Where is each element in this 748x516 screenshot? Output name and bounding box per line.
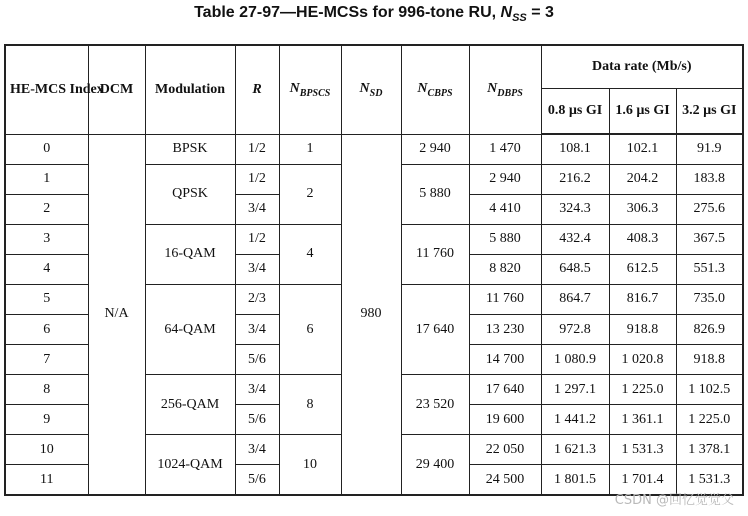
header-gi-08: 0.8 µs GI bbox=[541, 89, 609, 135]
ncbps-cell: 5 880 bbox=[401, 164, 469, 224]
caption-suffix: = 3 bbox=[531, 4, 554, 21]
ndbps-cell: 22 050 bbox=[469, 435, 541, 465]
table-row bbox=[5, 134, 743, 164]
rate-gi32-cell: 1 225.0 bbox=[676, 405, 743, 435]
header-r-text: R bbox=[252, 81, 262, 97]
nbpscs-cell: 1 bbox=[279, 134, 341, 164]
ndbps-cell: 1 470 bbox=[469, 134, 541, 164]
rate-gi16-cell: 1 531.3 bbox=[609, 435, 676, 465]
ndbps-cell: 14 700 bbox=[469, 345, 541, 375]
caption-subscript: SS bbox=[512, 12, 527, 25]
modulation-cell: 256-QAM bbox=[145, 375, 235, 435]
nbpscs-cell: 2 bbox=[279, 164, 341, 224]
header-ndbps bbox=[469, 45, 541, 134]
rate-gi16-cell: 204.2 bbox=[609, 164, 676, 194]
caption-symbol: N bbox=[500, 4, 513, 21]
he-mcs-table bbox=[4, 44, 744, 496]
coding-rate-cell: 3/4 bbox=[235, 375, 279, 405]
ndbps-cell: 2 940 bbox=[469, 164, 541, 194]
nsd-cell: 980 bbox=[341, 134, 401, 495]
coding-rate-cell: 1/2 bbox=[235, 224, 279, 254]
ndbps-cell: 17 640 bbox=[469, 375, 541, 405]
mcs-index-cell: 1 bbox=[5, 164, 88, 194]
rate-gi16-cell: 102.1 bbox=[609, 134, 676, 164]
rate-gi08-cell: 432.4 bbox=[541, 224, 609, 254]
mcs-index-cell: 5 bbox=[5, 284, 88, 314]
mcs-index-cell: 6 bbox=[5, 314, 88, 344]
mcs-index-cell: 3 bbox=[5, 224, 88, 254]
rate-gi16-cell: 1 225.0 bbox=[609, 375, 676, 405]
rate-gi16-cell: 816.7 bbox=[609, 284, 676, 314]
coding-rate-cell: 1/2 bbox=[235, 134, 279, 164]
rate-gi32-cell: 91.9 bbox=[676, 134, 743, 164]
header-ndbps-sub: DBPS bbox=[497, 87, 523, 99]
dcm-cell: N/A bbox=[88, 134, 145, 495]
rate-gi08-cell: 324.3 bbox=[541, 194, 609, 224]
rate-gi16-cell: 1 361.1 bbox=[609, 405, 676, 435]
rate-gi08-cell: 108.1 bbox=[541, 134, 609, 164]
nbpscs-cell: 8 bbox=[279, 375, 341, 435]
nbpscs-cell: 10 bbox=[279, 435, 341, 495]
rate-gi08-cell: 1 441.2 bbox=[541, 405, 609, 435]
rate-gi08-cell: 1 080.9 bbox=[541, 345, 609, 375]
ncbps-cell: 29 400 bbox=[401, 435, 469, 495]
header-nbpscs bbox=[279, 45, 341, 134]
header-data-rate: Data rate (Mb/s) bbox=[541, 45, 743, 89]
caption-text: Table 27-97—HE-MCSs for 996-tone RU, bbox=[194, 4, 497, 21]
ndbps-cell: 5 880 bbox=[469, 224, 541, 254]
ndbps-cell: 19 600 bbox=[469, 405, 541, 435]
ncbps-cell: 23 520 bbox=[401, 375, 469, 435]
mcs-index-cell: 10 bbox=[5, 435, 88, 465]
coding-rate-cell: 5/6 bbox=[235, 405, 279, 435]
modulation-cell: QPSK bbox=[145, 164, 235, 224]
modulation-cell: BPSK bbox=[145, 134, 235, 164]
ncbps-cell: 2 940 bbox=[401, 134, 469, 164]
mcs-index-cell: 8 bbox=[5, 375, 88, 405]
rate-gi32-cell: 551.3 bbox=[676, 254, 743, 284]
nbpscs-cell: 4 bbox=[279, 224, 341, 284]
header-nbpscs-base: N bbox=[289, 80, 300, 96]
rate-gi32-cell: 735.0 bbox=[676, 284, 743, 314]
mcs-index-cell: 0 bbox=[5, 134, 88, 164]
rate-gi08-cell: 1 621.3 bbox=[541, 435, 609, 465]
ndbps-cell: 24 500 bbox=[469, 465, 541, 495]
table-caption bbox=[0, 4, 748, 24]
rate-gi32-cell: 183.8 bbox=[676, 164, 743, 194]
mcs-index-cell: 11 bbox=[5, 465, 88, 495]
rate-gi08-cell: 216.2 bbox=[541, 164, 609, 194]
modulation-cell: 64-QAM bbox=[145, 284, 235, 374]
mcs-index-cell: 4 bbox=[5, 254, 88, 284]
ncbps-cell: 11 760 bbox=[401, 224, 469, 284]
coding-rate-cell: 2/3 bbox=[235, 284, 279, 314]
nbpscs-cell: 6 bbox=[279, 284, 341, 374]
rate-gi08-cell: 1 297.1 bbox=[541, 375, 609, 405]
ndbps-cell: 4 410 bbox=[469, 194, 541, 224]
ncbps-cell: 17 640 bbox=[401, 284, 469, 374]
rate-gi16-cell: 1 020.8 bbox=[609, 345, 676, 375]
header-gi-32: 3.2 µs GI bbox=[676, 89, 743, 135]
rate-gi16-cell: 612.5 bbox=[609, 254, 676, 284]
rate-gi32-cell: 826.9 bbox=[676, 314, 743, 344]
rate-gi16-cell: 408.3 bbox=[609, 224, 676, 254]
header-ndbps-base: N bbox=[487, 80, 498, 96]
rate-gi32-cell: 367.5 bbox=[676, 224, 743, 254]
modulation-cell: 1024-QAM bbox=[145, 435, 235, 495]
coding-rate-cell: 3/4 bbox=[235, 314, 279, 344]
modulation-cell: 16-QAM bbox=[145, 224, 235, 284]
watermark: CSDN @回忆觉觉父 bbox=[614, 493, 734, 508]
coding-rate-cell: 3/4 bbox=[235, 435, 279, 465]
header-nsd bbox=[341, 45, 401, 134]
header-ncbps-base: N bbox=[417, 80, 428, 96]
header-dcm: DCM bbox=[88, 45, 145, 134]
header-nsd-base: N bbox=[359, 80, 370, 96]
rate-gi16-cell: 306.3 bbox=[609, 194, 676, 224]
ndbps-cell: 11 760 bbox=[469, 284, 541, 314]
rate-gi32-cell: 1 378.1 bbox=[676, 435, 743, 465]
rate-gi32-cell: 918.8 bbox=[676, 345, 743, 375]
header-coding-rate bbox=[235, 45, 279, 134]
mcs-index-cell: 7 bbox=[5, 345, 88, 375]
rate-gi32-cell: 1 531.3 bbox=[676, 465, 743, 495]
mcs-index-cell: 2 bbox=[5, 194, 88, 224]
header-mcs-index: HE-MCS Index bbox=[5, 45, 88, 134]
header-gi-16: 1.6 µs GI bbox=[609, 89, 676, 135]
header-modulation: Modulation bbox=[145, 45, 235, 134]
coding-rate-cell: 3/4 bbox=[235, 194, 279, 224]
rate-gi08-cell: 1 801.5 bbox=[541, 465, 609, 495]
rate-gi16-cell: 1 701.4 bbox=[609, 465, 676, 495]
ndbps-cell: 8 820 bbox=[469, 254, 541, 284]
rate-gi08-cell: 972.8 bbox=[541, 314, 609, 344]
mcs-index-cell: 9 bbox=[5, 405, 88, 435]
header-nsd-sub: SD bbox=[369, 87, 383, 99]
ndbps-cell: 13 230 bbox=[469, 314, 541, 344]
rate-gi32-cell: 275.6 bbox=[676, 194, 743, 224]
rate-gi08-cell: 864.7 bbox=[541, 284, 609, 314]
coding-rate-cell: 5/6 bbox=[235, 465, 279, 495]
header-ncbps bbox=[401, 45, 469, 134]
coding-rate-cell: 1/2 bbox=[235, 164, 279, 194]
header-nbpscs-sub: BPSCS bbox=[299, 87, 331, 99]
rate-gi08-cell: 648.5 bbox=[541, 254, 609, 284]
header-ncbps-sub: CBPS bbox=[427, 87, 453, 99]
coding-rate-cell: 3/4 bbox=[235, 254, 279, 284]
rate-gi16-cell: 918.8 bbox=[609, 314, 676, 344]
rate-gi32-cell: 1 102.5 bbox=[676, 375, 743, 405]
coding-rate-cell: 5/6 bbox=[235, 345, 279, 375]
